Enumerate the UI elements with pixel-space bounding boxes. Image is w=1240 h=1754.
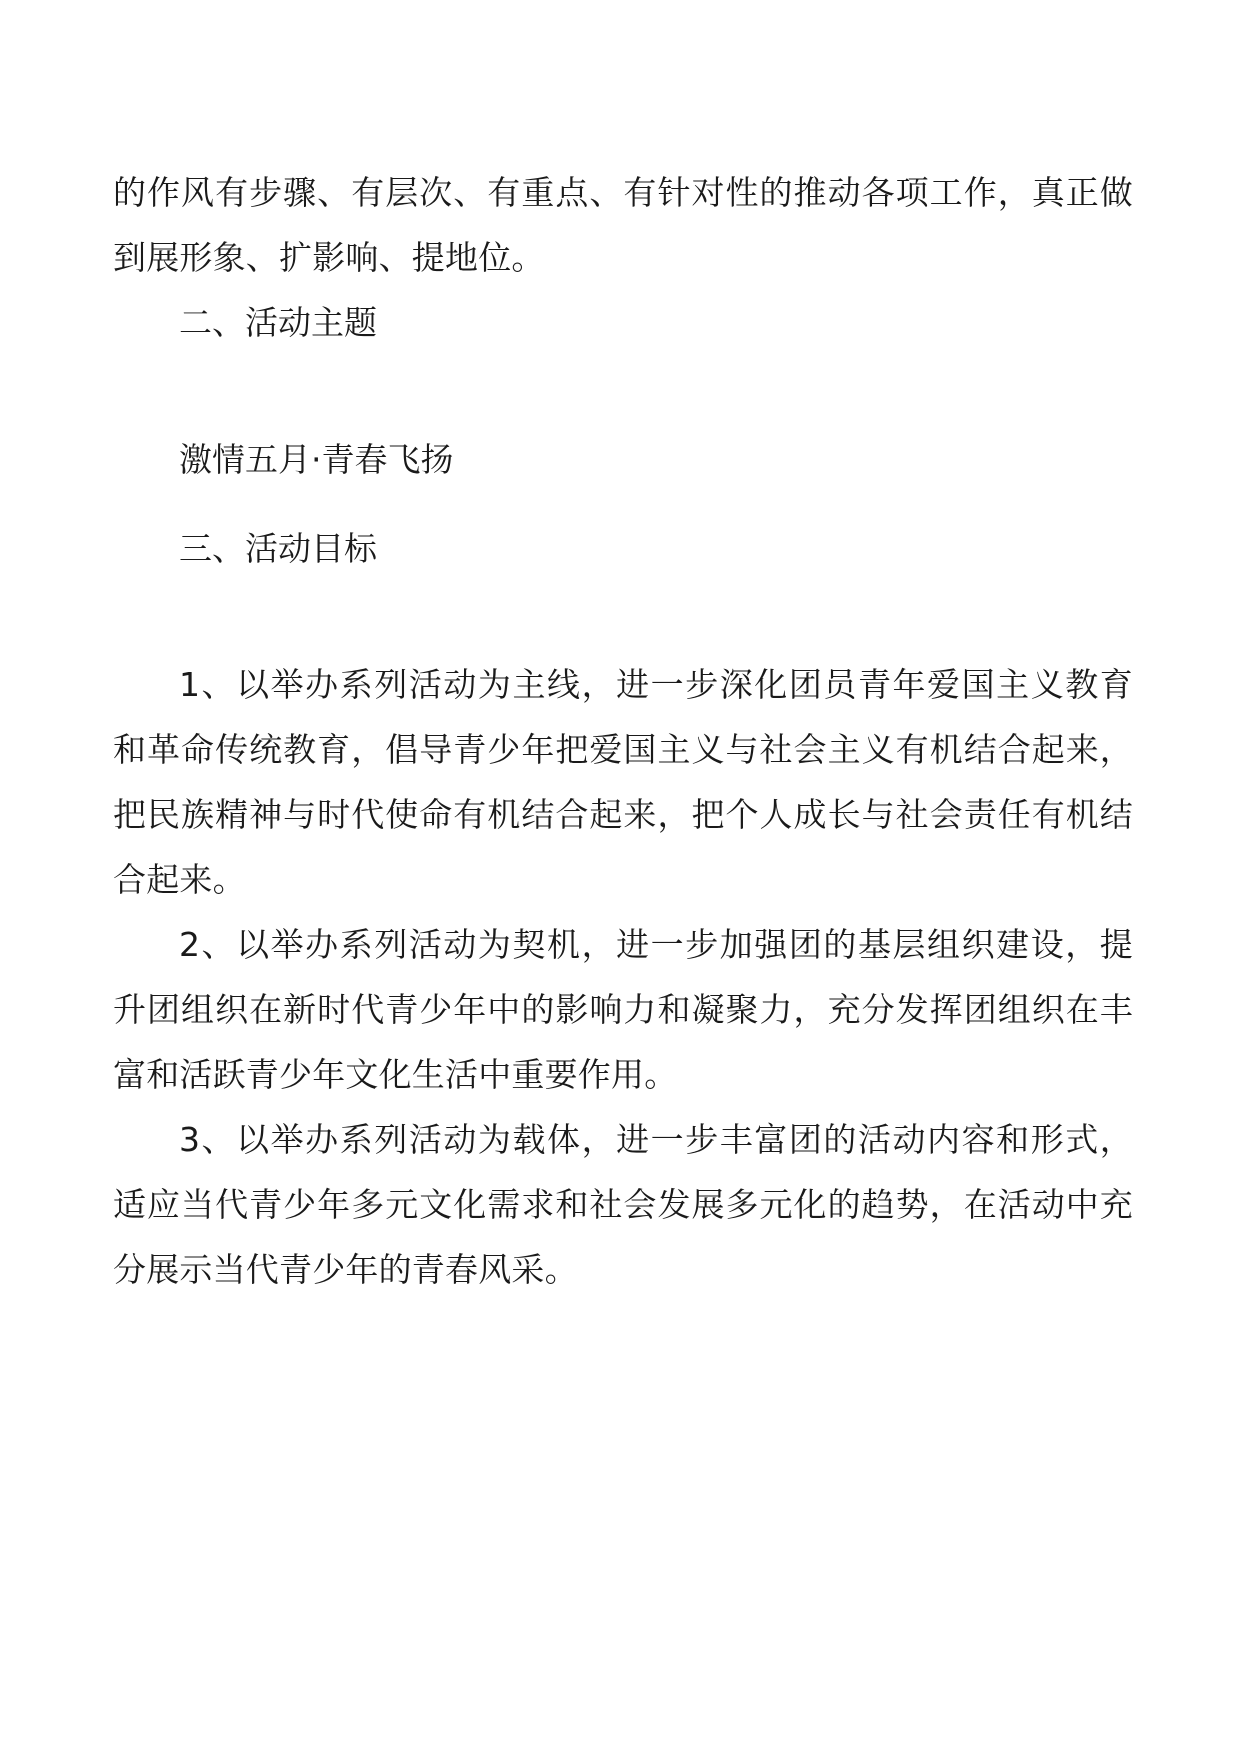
goal-1-line-3: 把民族精神与时代使命有机结合起来，把个人成长与社会责任有机结	[113, 795, 1133, 834]
goal-2-line-3: 富和活跃青少年文化生活中重要作用。	[113, 1055, 678, 1094]
goal-3-paragraph	[113, 1107, 1133, 1302]
goal-2-line-1: 2、以举办系列活动为契机，进一步加强团的基层组织建设，提	[179, 925, 1133, 964]
goal-2-line-2: 升团组织在新时代青少年中的影响力和凝聚力，充分发挥团组织在丰	[113, 990, 1133, 1029]
section-heading-theme: 二、活动主题	[179, 303, 377, 342]
intro-line-1: 的作风有步骤、有层次、有重点、有针对性的推动各项工作，真正做	[113, 173, 1133, 212]
goal-3-line-1: 3、以举办系列活动为载体，进一步丰富团的活动内容和形式，	[179, 1120, 1133, 1159]
goal-1-line-4: 合起来。	[113, 860, 246, 899]
goal-1-line-2: 和革命传统教育，倡导青少年把爱国主义与社会主义有机结合起来，	[113, 730, 1133, 769]
goal-1-paragraph	[113, 652, 1133, 912]
goal-2-paragraph	[113, 912, 1133, 1107]
goal-3-line-2: 适应当代青少年多元文化需求和社会发展多元化的趋势，在活动中充	[113, 1185, 1133, 1224]
intro-line-2: 到展形象、扩影响、提地位。	[113, 238, 545, 277]
goal-3-line-3: 分展示当代青少年的青春风采。	[113, 1250, 578, 1289]
goal-1-line-1: 1、以举办系列活动为主线，进一步深化团员青年爱国主义教育	[179, 665, 1133, 704]
section-heading-goals: 三、活动目标	[179, 529, 377, 568]
theme-text: 激情五月·青春飞扬	[179, 440, 454, 479]
intro-paragraph	[113, 160, 1133, 290]
